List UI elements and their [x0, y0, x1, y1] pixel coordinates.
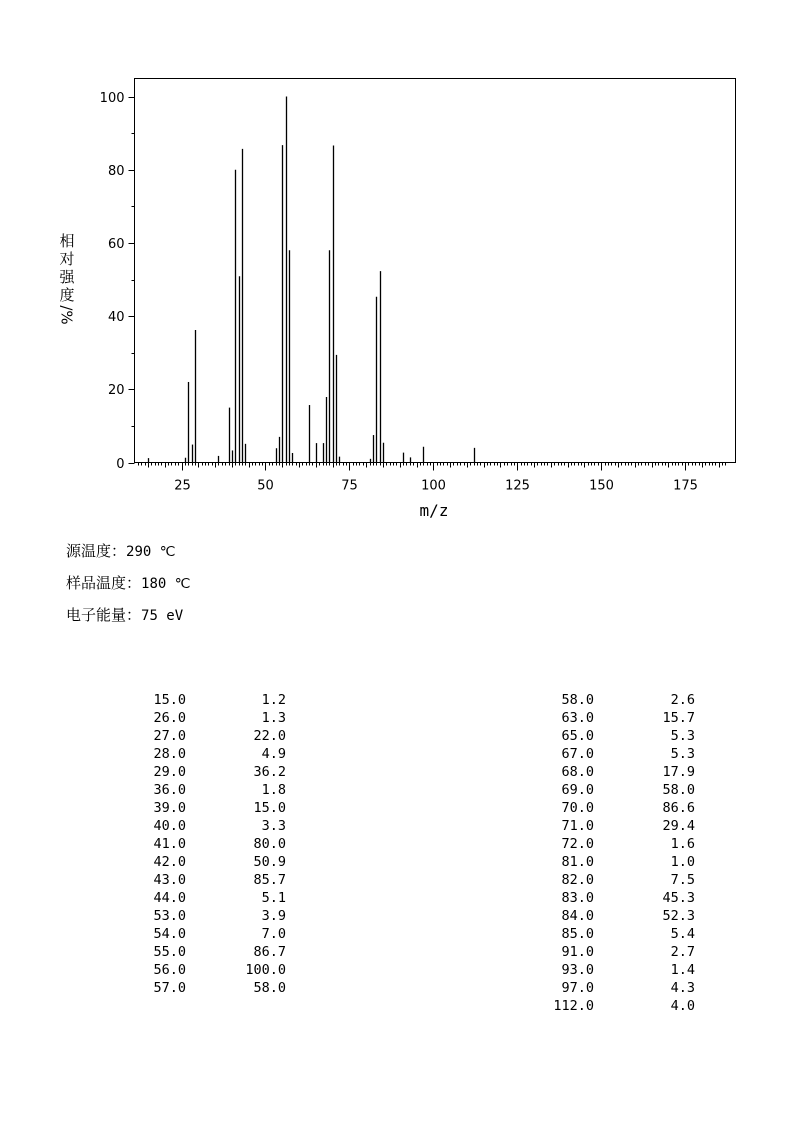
- peak-abundance: 2.6: [670, 692, 695, 708]
- peak-row: [520, 817, 695, 835]
- x-minor-ticks: [139, 463, 726, 468]
- y-axis-label: [56, 232, 78, 324]
- peak-mz: 84.0: [561, 908, 594, 924]
- peak-row: [120, 799, 286, 817]
- peak-abundance: 3.3: [261, 818, 286, 834]
- peak-abundance: 7.0: [261, 926, 286, 942]
- peak-abundance: 17.9: [662, 764, 695, 780]
- peak-row: [120, 781, 286, 799]
- peak-row: [120, 871, 286, 889]
- x-tick-label: 175: [673, 478, 698, 494]
- peak-row: [120, 943, 286, 961]
- y-tick-label: 100: [99, 91, 125, 106]
- peak-row: [120, 979, 286, 997]
- peak-row: [520, 745, 695, 763]
- x-tick-label: 150: [589, 478, 614, 494]
- y-axis-label-char: 度: [59, 286, 75, 304]
- peak-abundance: 85.7: [253, 872, 286, 888]
- peak-row: [120, 925, 286, 943]
- source-temperature-value: 290 ℃: [126, 544, 176, 560]
- peak-abundance: 1.2: [261, 692, 286, 708]
- peak-row: [520, 871, 695, 889]
- peak-mz: 42.0: [153, 854, 186, 870]
- peak-mz: 53.0: [153, 908, 186, 924]
- peak-abundance: 22.0: [253, 728, 286, 744]
- peak-mz: 91.0: [561, 944, 594, 960]
- source-temperature: [66, 540, 175, 561]
- peak-mz: 68.0: [561, 764, 594, 780]
- peak-mz: 85.0: [561, 926, 594, 942]
- peak-abundance: 86.6: [662, 800, 695, 816]
- peak-row: [120, 961, 286, 979]
- peak-abundance: 36.2: [253, 764, 286, 780]
- peak-abundance: 1.8: [261, 782, 286, 798]
- peak-row: [120, 889, 286, 907]
- peak-row: [120, 763, 286, 781]
- peak-mz: 41.0: [153, 836, 186, 852]
- peak-abundance: 1.3: [261, 710, 286, 726]
- peak-mz: 58.0: [561, 692, 594, 708]
- x-tick-label: 25: [174, 478, 191, 494]
- sample-temperature-label: 样品温度：: [66, 574, 142, 592]
- peak-abundance: 4.0: [670, 998, 695, 1014]
- peak-abundance: 86.7: [253, 944, 286, 960]
- peak-abundance: 5.4: [670, 926, 695, 942]
- peak-mz: 40.0: [153, 818, 186, 834]
- peak-mz: 56.0: [153, 962, 186, 978]
- peak-row: [520, 799, 695, 817]
- peak-mz: 81.0: [561, 854, 594, 870]
- peak-row: [520, 691, 695, 709]
- peak-mz: 63.0: [561, 710, 594, 726]
- peak-row: [520, 709, 695, 727]
- peak-row: [520, 835, 695, 853]
- peak-row: [520, 763, 695, 781]
- peak-mz: 39.0: [153, 800, 186, 816]
- peak-abundance: 58.0: [662, 782, 695, 798]
- x-tick-label: 75: [341, 478, 358, 494]
- y-axis-label-unit: /%: [58, 305, 76, 325]
- peak-row: [120, 709, 286, 727]
- electron-energy: [66, 604, 183, 625]
- peak-abundance: 52.3: [662, 908, 695, 924]
- source-temperature-label: 源温度：: [66, 542, 127, 560]
- peak-abundance: 50.9: [253, 854, 286, 870]
- peak-row: [120, 835, 286, 853]
- peak-mz: 44.0: [153, 890, 186, 906]
- peak-abundance: 2.7: [670, 944, 695, 960]
- x-tick-label: 125: [505, 478, 530, 494]
- peak-mz: 93.0: [561, 962, 594, 978]
- peak-mz: 15.0: [153, 692, 186, 708]
- plot-frame: [135, 79, 736, 463]
- peak-row: [120, 817, 286, 835]
- y-tick-label: 0: [116, 457, 125, 472]
- y-tick-label: 60: [107, 237, 125, 252]
- peak-table-right: [520, 691, 695, 1015]
- peak-mz: 112.0: [553, 998, 594, 1014]
- y-axis-ticks: [100, 91, 135, 472]
- peak-abundance: 5.3: [670, 728, 695, 744]
- sample-temperature: [66, 572, 190, 593]
- peak-mz: 71.0: [561, 818, 594, 834]
- peak-abundance: 15.7: [662, 710, 695, 726]
- peak-mz: 69.0: [561, 782, 594, 798]
- y-axis-label-char: 对: [59, 250, 75, 268]
- peak-row: [120, 727, 286, 745]
- peak-mz: 28.0: [153, 746, 186, 762]
- peak-abundance: 5.1: [261, 890, 286, 906]
- peak-mz: 97.0: [561, 980, 594, 996]
- peak-row: [520, 781, 695, 799]
- peak-abundance: 1.4: [670, 962, 695, 978]
- peak-mz: 27.0: [153, 728, 186, 744]
- peak-mz: 54.0: [153, 926, 186, 942]
- x-tick-label: 100: [421, 478, 446, 494]
- peak-mz: 55.0: [153, 944, 186, 960]
- peak-row: [520, 907, 695, 925]
- peak-abundance: 1.6: [670, 836, 695, 852]
- peak-abundance: 45.3: [662, 890, 695, 906]
- peak-abundance: 80.0: [253, 836, 286, 852]
- peak-abundance: 29.4: [662, 818, 695, 834]
- peak-abundance: 1.0: [670, 854, 695, 870]
- spectrum-peaks: [149, 97, 475, 463]
- peak-row: [520, 727, 695, 745]
- peak-mz: 82.0: [561, 872, 594, 888]
- y-axis-label-char: 相: [59, 232, 75, 250]
- peak-abundance: 3.9: [261, 908, 286, 924]
- peak-row: [120, 907, 286, 925]
- x-axis-label: m/z: [419, 501, 449, 520]
- y-axis-label-char: 强: [59, 268, 75, 286]
- peak-row: [120, 745, 286, 763]
- x-axis-ticks: [174, 463, 698, 494]
- peak-mz: 72.0: [561, 836, 594, 852]
- peak-abundance: 5.3: [670, 746, 695, 762]
- mass-spectrum-chart: [0, 0, 794, 530]
- peak-abundance: 7.5: [670, 872, 695, 888]
- peak-mz: 36.0: [153, 782, 186, 798]
- x-tick-label: 50: [257, 478, 274, 494]
- peak-row: [520, 925, 695, 943]
- peak-abundance: 100.0: [245, 962, 286, 978]
- peak-row: [120, 691, 286, 709]
- peak-row: [120, 853, 286, 871]
- electron-energy-label: 电子能量：: [66, 606, 142, 624]
- peak-table-left: [120, 691, 286, 997]
- peak-abundance: 4.3: [670, 980, 695, 996]
- y-tick-label: 20: [107, 383, 125, 398]
- electron-energy-value: 75 eV: [141, 608, 184, 624]
- sample-temperature-value: 180 ℃: [141, 576, 191, 592]
- peak-abundance: 4.9: [261, 746, 286, 762]
- peak-abundance: 15.0: [253, 800, 286, 816]
- peak-mz: 26.0: [153, 710, 186, 726]
- peak-mz: 65.0: [561, 728, 594, 744]
- peak-row: [520, 979, 695, 997]
- peak-abundance: 58.0: [253, 980, 286, 996]
- y-tick-label: 40: [107, 310, 125, 325]
- peak-mz: 29.0: [153, 764, 186, 780]
- peak-row: [520, 997, 695, 1015]
- peak-row: [520, 943, 695, 961]
- peak-mz: 43.0: [153, 872, 186, 888]
- peak-mz: 83.0: [561, 890, 594, 906]
- peak-mz: 70.0: [561, 800, 594, 816]
- peak-row: [520, 853, 695, 871]
- peak-row: [520, 889, 695, 907]
- peak-mz: 67.0: [561, 746, 594, 762]
- peak-row: [520, 961, 695, 979]
- peak-mz: 57.0: [153, 980, 186, 996]
- y-tick-label: 80: [107, 164, 125, 179]
